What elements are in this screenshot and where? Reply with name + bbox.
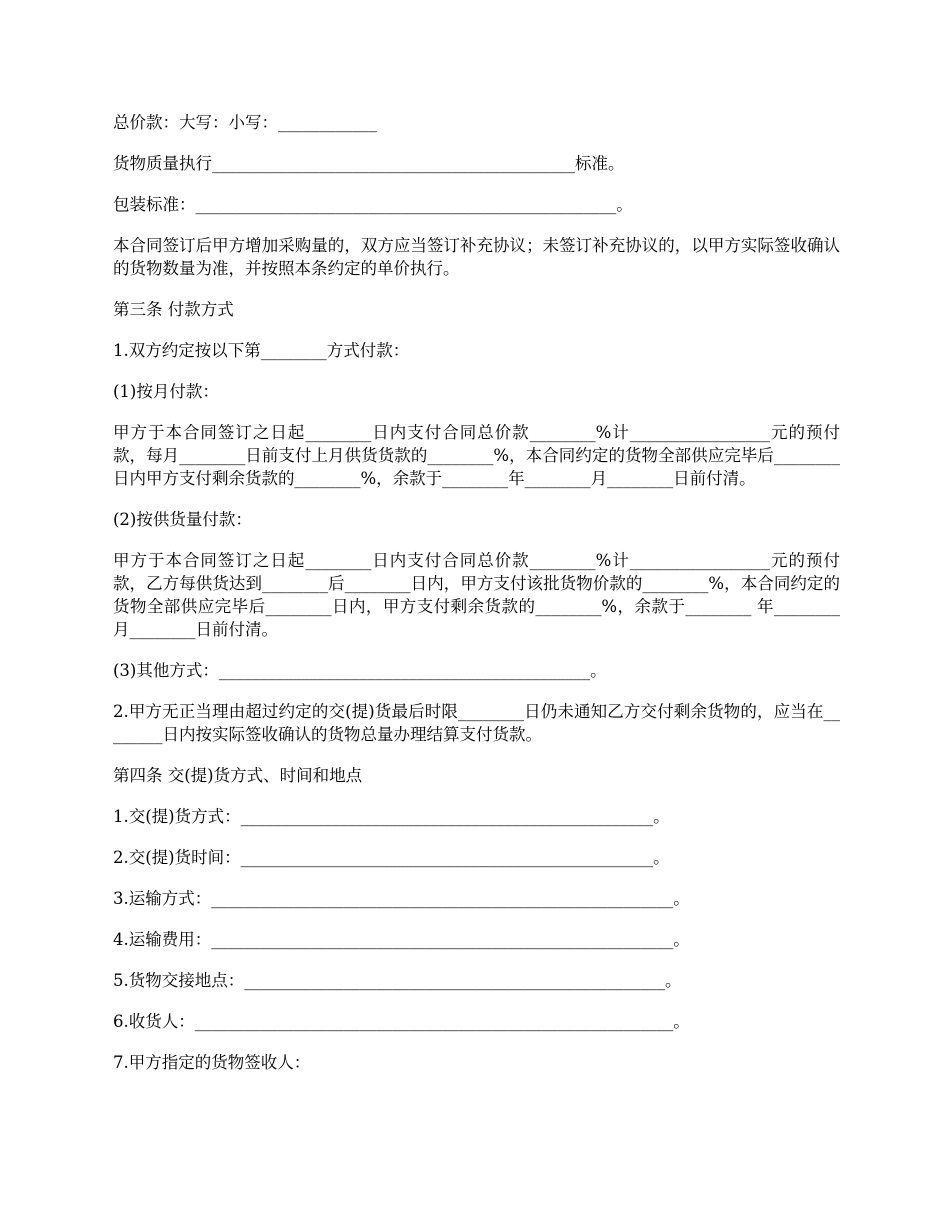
delivery-time-line: 2.交(提)货时间：__________________________________________________。	[113, 848, 670, 867]
document-page	[113, 111, 840, 1092]
packaging-standard-line: 包装标准：___________________________________________________。	[113, 195, 633, 214]
transport-method-line: 3.运输方式：________________________________________________________。	[113, 889, 690, 908]
delivery-method-line: 1.交(提)货方式：__________________________________________________。	[113, 807, 670, 826]
monthly-payment-clause: 甲方于本合同签订之日起________日内支付合同总价款________%计_________________元的预付款，每月________日前支付上月供货货款的________%，本合同约定的货物全部供应完毕后________日内甲方支付剩余货款的________%，余款于________年________月________日前付清。	[113, 423, 840, 488]
section-heading-payment: 第三条 付款方式	[113, 300, 234, 319]
other-payment-line: (3)其他方式：_____________________________________________。	[113, 661, 607, 680]
consignee-line: 6.收货人：__________________________________________________________。	[113, 1012, 690, 1031]
handover-location-line: 5.货物交接地点：___________________________________________________。	[113, 971, 682, 990]
quality-standard-line: 货物质量执行____________________________________________标准。	[113, 154, 625, 173]
transport-cost-line: 4.运输费用：________________________________________________________。	[113, 930, 690, 949]
designated-signer-line: 7.甲方指定的货物签收人：	[113, 1053, 311, 1072]
monthly-payment-heading: (1)按月付款：	[113, 382, 219, 401]
total-price-line: 总价款：大写：小写：____________	[113, 113, 377, 132]
section-heading-delivery: 第四条 交(提)货方式、时间和地点	[113, 766, 363, 785]
payment-option-line: 1.双方约定按以下第________方式付款：	[113, 341, 410, 360]
settlement-clause: 2.甲方无正当理由超过约定的交(提)货最后时限________日仍未通知乙方交付剩余货物的，应当在________日内按实际签收确认的货物总量办理结算支付货款。	[113, 702, 840, 744]
volume-payment-heading: (2)按供货量付款：	[113, 510, 252, 529]
volume-payment-clause: 甲方于本合同签订之日起________日内支付合同总价款________%计_________________元的预付款，乙方每供货达到________后________日内，甲方支付该批货物价款的________%，本合同约定的货物全部供应完毕后________日内，甲方支付剩余货款的________%，余款于________ 年________月________日前付清。	[113, 551, 840, 639]
supplementary-agreement-clause: 本合同签订后甲方增加采购量的，双方应当签订补充协议；未签订补充协议的，以甲方实际签收确认的货物数量为准，并按照本条约定的单价执行。	[113, 236, 840, 278]
